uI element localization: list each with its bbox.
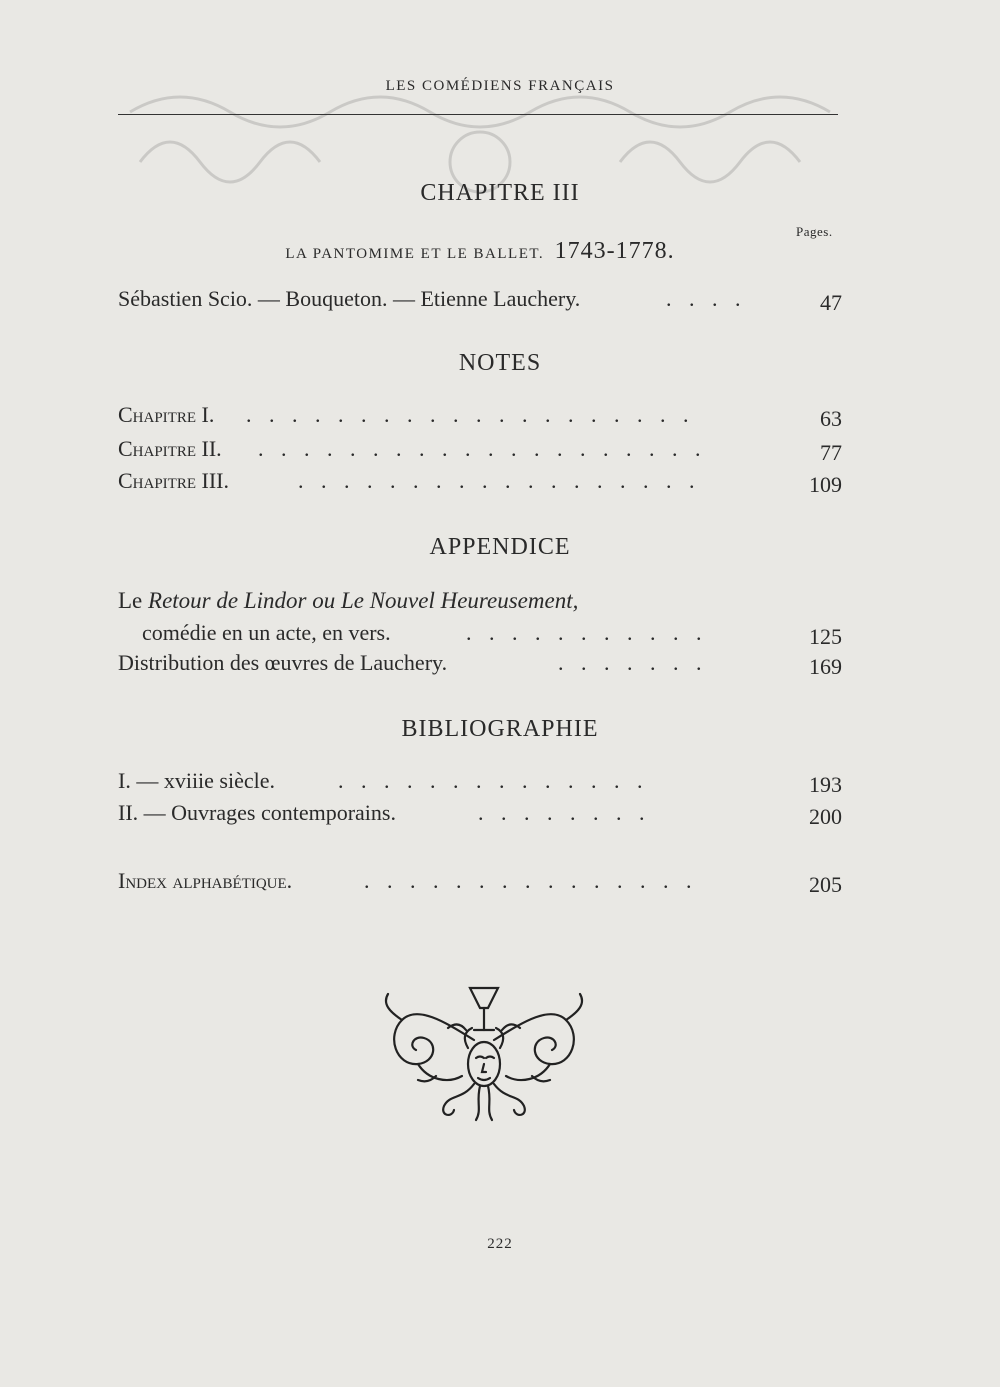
toc-entry[interactable] [118, 768, 848, 798]
toc-entry-label: Chapitre I. [118, 402, 215, 427]
notes-title: NOTES [458, 350, 542, 376]
toc-entry-label: II. — Ouvrages contemporains. [118, 800, 396, 825]
page-number: 109 [809, 472, 842, 497]
running-head: LES COMÉDIENS FRANÇAIS [385, 78, 615, 94]
leader-dots: . . . . . . . . . . . [466, 620, 708, 645]
appendice-line-1-text [118, 588, 578, 614]
page-number: 77 [820, 440, 842, 465]
toc-entry[interactable] [118, 868, 848, 898]
page-number: 200 [809, 804, 842, 829]
toc-entry-label: Chapitre III. [118, 468, 229, 493]
toc-entry[interactable] [118, 620, 848, 650]
page-number: 169 [809, 654, 842, 679]
page-number: 205 [809, 872, 842, 897]
leader-dots: . . . . . . . . . . . . . . . . . . [298, 468, 701, 493]
chapter-subtitle-text: LA PANTOMIME ET LE BALLET. [285, 246, 545, 262]
appendice-prefix: Le [118, 588, 149, 613]
page-number: 193 [809, 772, 842, 797]
chapter-subtitle [0, 238, 980, 265]
appendice-title: APPENDICE [429, 534, 571, 560]
toc-entry[interactable] [118, 402, 848, 432]
page-number: 47 [820, 290, 842, 315]
toc-entry-label: comédie en un acte, en vers. [142, 620, 391, 645]
leader-dots: . . . . [666, 286, 747, 311]
toc-entry-label: Chapitre II. [118, 436, 222, 461]
header-rule [118, 114, 838, 115]
leader-dots: . . . . . . . . . . . . . . . [364, 868, 698, 893]
appendice-work-title: Retour de Lindor ou Le Nouvel Heureusement, [148, 588, 579, 613]
toc-entry-label: Index alphabétique. [118, 868, 293, 893]
toc-entry[interactable] [118, 468, 848, 498]
leader-dots: . . . . . . . . . . . . . . [338, 768, 649, 793]
toc-entry[interactable] [118, 650, 848, 680]
page-number-folio: 222 [487, 1236, 513, 1252]
appendice-line-1 [118, 588, 848, 618]
bibliographie-title: BIBLIOGRAPHIE [401, 716, 599, 742]
leader-dots: . . . . . . . . . . . . . . . . . . . . [246, 402, 695, 427]
toc-entry[interactable] [118, 436, 848, 466]
toc-entry-label: I. — xviiie siècle. [118, 768, 276, 793]
leader-dots: . . . . . . . . . . . . . . . . . . . . [258, 436, 707, 461]
leader-dots: . . . . . . . [558, 650, 708, 675]
pages-column-label: Pages. [796, 224, 833, 239]
bleed-through-ornament [120, 92, 840, 232]
ornamental-vignette [378, 984, 590, 1124]
toc-entry-label: Distribution des œuvres de Lauchery. [118, 650, 448, 675]
page-number: 63 [820, 406, 842, 431]
chapter-title: CHAPITRE III [420, 180, 580, 206]
toc-entry[interactable] [118, 286, 848, 316]
chapter-years: 1743-1778. [554, 238, 675, 264]
toc-entry-label: Sébastien Scio. — Bouqueton. — Etienne Lauchery. [118, 286, 581, 311]
toc-entry[interactable] [118, 800, 848, 830]
page-number: 125 [809, 624, 842, 649]
leader-dots: . . . . . . . . [478, 800, 651, 825]
